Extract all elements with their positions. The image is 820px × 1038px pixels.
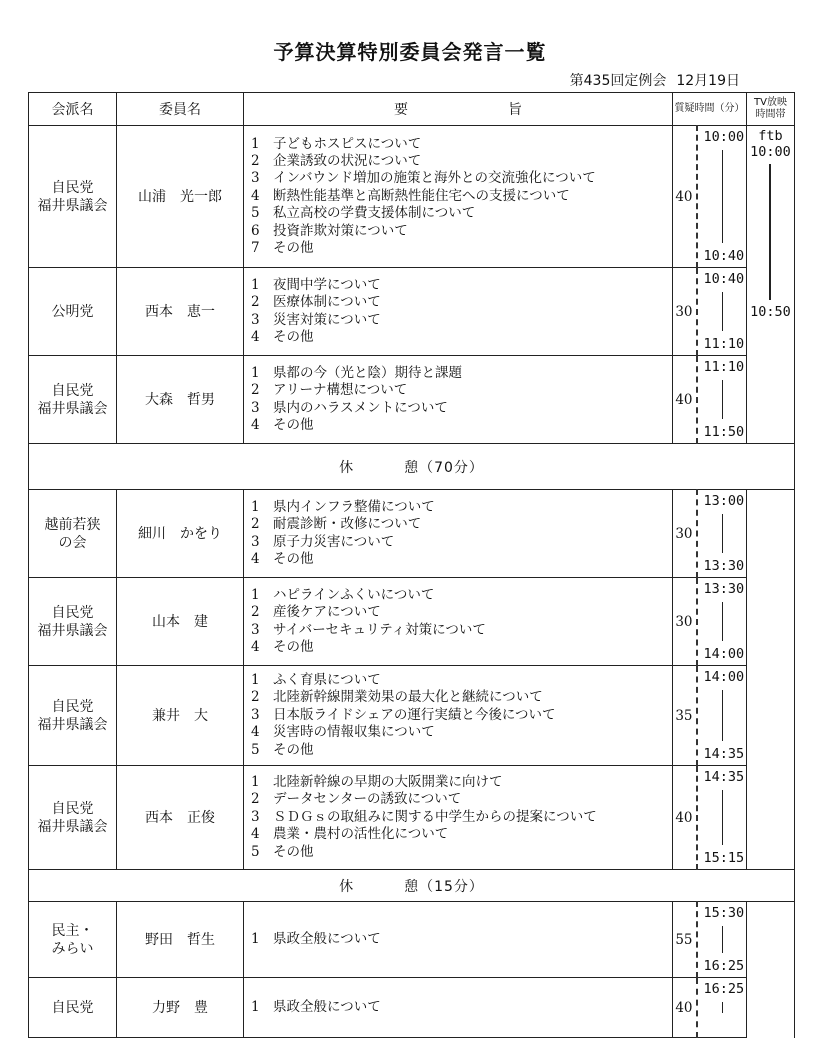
- time-range: [697, 902, 747, 978]
- member-name: 兼井 大: [117, 666, 244, 766]
- topic-text: 医療体制について: [273, 294, 381, 311]
- topic-number: 4: [251, 328, 260, 345]
- faction-cell: [29, 766, 117, 870]
- topic-number: 3: [251, 399, 260, 416]
- topic-item: [251, 931, 668, 948]
- topic-number: 1: [251, 364, 260, 381]
- topic-text: アリーナ構想について: [273, 382, 408, 399]
- recess-row: [29, 444, 795, 490]
- topic-item: [251, 329, 668, 346]
- faction-line: 福井県議会: [37, 197, 108, 214]
- topic-item: [251, 240, 668, 257]
- topic-text: 災害時の情報収集について: [273, 724, 435, 741]
- topic-text: その他: [273, 328, 314, 345]
- topic-number: 2: [251, 382, 260, 399]
- time-range: [697, 268, 747, 356]
- time-range: [697, 578, 747, 666]
- time-range: [697, 356, 747, 444]
- recess-label-1: 休: [339, 878, 355, 895]
- topic-text: 県内インフラ整備について: [273, 498, 435, 515]
- time-range-bar: [722, 514, 724, 553]
- topic-number: 6: [251, 222, 260, 239]
- topic-text: 災害対策について: [273, 311, 381, 328]
- question-minutes: 30: [673, 578, 697, 666]
- faction-line: 自民党: [51, 999, 94, 1016]
- topic-item: [251, 724, 668, 741]
- topics-cell: [244, 356, 673, 444]
- topic-item: [251, 153, 668, 170]
- topic-number: 4: [251, 638, 260, 655]
- recess-label-2: 憩（15分）: [404, 878, 484, 895]
- member-name: 西本 恵一: [117, 268, 244, 356]
- tv-empty-cell: [747, 490, 795, 578]
- speaker-row: [29, 578, 795, 666]
- faction-line: 福井県議会: [37, 622, 108, 639]
- header-member: 委員名: [117, 93, 244, 126]
- speaker-row: [29, 126, 795, 268]
- question-minutes: 40: [673, 978, 697, 1038]
- recess-label: [29, 444, 795, 490]
- topic-text: 子どもホスピスについて: [273, 135, 422, 152]
- topic-number: 3: [251, 621, 260, 638]
- time-range-bar: [722, 380, 724, 419]
- topic-number: 2: [251, 791, 260, 808]
- faction-cell: [29, 902, 117, 978]
- topics-cell: [244, 578, 673, 666]
- topic-text: 県政全般について: [273, 998, 381, 1015]
- topic-item: [251, 774, 668, 791]
- topic-number: 4: [251, 416, 260, 433]
- time-range: [697, 766, 747, 870]
- member-name: 山浦 光一郎: [117, 126, 244, 268]
- topic-item: [251, 826, 668, 843]
- question-minutes: 30: [673, 490, 697, 578]
- topic-item: [251, 499, 668, 516]
- topic-item: [251, 809, 668, 826]
- start-time: 13:00: [703, 493, 745, 509]
- topic-text: サイバーセキュリティ対策について: [273, 621, 486, 638]
- topic-item: [251, 551, 668, 568]
- topic-number: 1: [251, 930, 260, 947]
- topic-item: [251, 622, 668, 639]
- topic-text: データセンターの誘致について: [273, 791, 462, 808]
- topic-item: [251, 205, 668, 222]
- faction-cell: [29, 490, 117, 578]
- header-row: [29, 93, 795, 126]
- tv-empty-cell: [747, 666, 795, 766]
- tv-end-time: 10:50: [750, 304, 791, 320]
- faction-line: 自民党: [51, 382, 94, 399]
- question-minutes: 40: [673, 766, 697, 870]
- topic-text: その他: [273, 843, 314, 860]
- start-time: 14:35: [703, 769, 745, 785]
- topic-text: その他: [273, 240, 314, 257]
- faction-line: みらい: [51, 940, 94, 957]
- question-minutes: 55: [673, 902, 697, 978]
- tv-empty-cell: [747, 578, 795, 666]
- speaker-row: [29, 902, 795, 978]
- member-name: 大森 哲男: [117, 356, 244, 444]
- topic-number: 2: [251, 516, 260, 533]
- topic-item: [251, 294, 668, 311]
- topic-number: 3: [251, 808, 260, 825]
- session-date: 12月19日: [676, 73, 740, 89]
- question-minutes: 35: [673, 666, 697, 766]
- topic-text: その他: [273, 550, 314, 567]
- tv-station: ftb: [758, 128, 783, 144]
- start-time: 16:25: [703, 981, 745, 997]
- question-minutes: 40: [673, 126, 697, 268]
- faction-line: 越前若狭: [44, 516, 101, 533]
- topic-number: 5: [251, 205, 260, 222]
- topics-cell: [244, 766, 673, 870]
- topic-text: 断熱性能基準と高断熱性能住宅への支援について: [273, 187, 570, 204]
- topic-text: 日本版ライドシェアの運行実績と今後について: [273, 706, 556, 723]
- header-faction: 会派名: [29, 93, 117, 126]
- topic-number: 1: [251, 586, 260, 603]
- topic-item: [251, 672, 668, 689]
- topic-number: 4: [251, 187, 260, 204]
- topic-text: 県内のハラスメントについて: [273, 399, 448, 416]
- topic-number: 5: [251, 843, 260, 860]
- speaker-row: [29, 490, 795, 578]
- member-name: 山本 建: [117, 578, 244, 666]
- topic-number: 1: [251, 773, 260, 790]
- topic-item: [251, 136, 668, 153]
- speaker-row: [29, 356, 795, 444]
- topic-item: [251, 604, 668, 621]
- recess-row: [29, 870, 795, 902]
- topic-number: 2: [251, 689, 260, 706]
- topic-number: 2: [251, 294, 260, 311]
- topic-number: 2: [251, 604, 260, 621]
- speaker-schedule-table: [28, 92, 795, 1038]
- recess-label-2: 憩（70分）: [404, 459, 484, 476]
- topics-cell: [244, 490, 673, 578]
- tv-empty-cell: [747, 902, 795, 978]
- topic-item: [251, 639, 668, 656]
- session-info: [570, 70, 740, 90]
- speaker-row: [29, 268, 795, 356]
- start-time: 14:00: [703, 669, 745, 685]
- topic-item: [251, 382, 668, 399]
- end-time: 11:10: [703, 336, 745, 352]
- recess-label: [29, 870, 795, 902]
- session-name: 第435回定例会: [569, 73, 667, 89]
- time-range-bar: [722, 1002, 724, 1013]
- tv-broadcast-cell: [747, 126, 795, 444]
- faction-line: 自民党: [51, 698, 94, 715]
- topic-item: [251, 999, 668, 1016]
- topic-number: 1: [251, 998, 260, 1015]
- member-name: 細川 かをり: [117, 490, 244, 578]
- member-name: 野田 哲生: [117, 902, 244, 978]
- topic-text: 企業誘致の状況について: [273, 152, 422, 169]
- topic-number: 3: [251, 311, 260, 328]
- faction-cell: [29, 666, 117, 766]
- topic-text: 夜間中学について: [273, 276, 381, 293]
- topic-number: 1: [251, 671, 260, 688]
- topic-number: 1: [251, 276, 260, 293]
- tv-start-time: 10:00: [750, 144, 791, 160]
- header-qtime: 質疑時間（分）: [673, 93, 747, 126]
- topics-cell: [244, 268, 673, 356]
- topic-text: 県都の今（光と陰）期待と課題: [273, 364, 462, 381]
- topic-item: [251, 417, 668, 434]
- member-name: 力野 豊: [117, 978, 244, 1038]
- topic-number: 3: [251, 170, 260, 187]
- question-minutes: 30: [673, 268, 697, 356]
- time-range-bar: [722, 690, 724, 741]
- faction-line: 自民党: [51, 800, 94, 817]
- topic-text: 私立高校の学費支援体制について: [273, 205, 476, 222]
- faction-line: 自民党: [51, 179, 94, 196]
- topic-text: 県政全般について: [273, 930, 381, 947]
- topic-item: [251, 707, 668, 724]
- end-time: 14:35: [703, 746, 745, 762]
- topic-item: [251, 791, 668, 808]
- time-range-bar: [722, 292, 724, 331]
- topic-number: 4: [251, 826, 260, 843]
- start-time: 13:30: [703, 581, 745, 597]
- topic-text: ふく育県について: [273, 671, 381, 688]
- topic-text: その他: [273, 416, 314, 433]
- header-gist: 要 旨: [244, 93, 673, 126]
- time-range-bar: [722, 790, 724, 845]
- topic-item: [251, 188, 668, 205]
- page-title: 予算決算特別委員会発言一覧: [273, 40, 547, 64]
- end-time: 14:00: [703, 646, 745, 662]
- topic-item: [251, 587, 668, 604]
- start-time: 10:00: [703, 129, 745, 145]
- faction-line: の会: [58, 534, 87, 551]
- topic-item: [251, 223, 668, 240]
- topic-item: [251, 277, 668, 294]
- speaker-row: [29, 666, 795, 766]
- end-time: 15:15: [703, 850, 745, 866]
- question-minutes: 40: [673, 356, 697, 444]
- topic-number: 5: [251, 741, 260, 758]
- faction-cell: [29, 578, 117, 666]
- topic-item: [251, 400, 668, 417]
- start-time: 11:10: [703, 359, 745, 375]
- topic-number: 4: [251, 724, 260, 741]
- faction-line: 福井県議会: [37, 818, 108, 835]
- faction-line: 公明党: [51, 303, 94, 320]
- topic-number: 3: [251, 706, 260, 723]
- topic-item: [251, 689, 668, 706]
- header-tv: TV放映 時間帯: [747, 93, 795, 126]
- topic-text: 北陸新幹線の早期の大阪開業に向けて: [273, 773, 503, 790]
- tv-empty-cell: [747, 766, 795, 870]
- faction-line: 福井県議会: [37, 400, 108, 417]
- topic-text: ハピラインふくいについて: [273, 586, 435, 603]
- topic-number: 3: [251, 533, 260, 550]
- faction-cell: [29, 126, 117, 268]
- topic-item: [251, 516, 668, 533]
- start-time: 10:40: [703, 271, 745, 287]
- topic-number: 1: [251, 498, 260, 515]
- time-range: [697, 126, 747, 268]
- time-range: [697, 666, 747, 766]
- tv-range-bar: [769, 164, 771, 300]
- topic-number: 7: [251, 240, 260, 257]
- time-range: [697, 978, 747, 1038]
- topic-number: 2: [251, 152, 260, 169]
- topics-cell: [244, 666, 673, 766]
- speaker-row: [29, 978, 795, 1038]
- end-time: 13:30: [703, 558, 745, 574]
- topics-cell: [244, 902, 673, 978]
- faction-line: 自民党: [51, 604, 94, 621]
- topics-cell: [244, 126, 673, 268]
- topic-text: その他: [273, 741, 314, 758]
- time-range-bar: [722, 602, 724, 641]
- topic-text: インバウンド増加の施策と海外との交流強化について: [273, 170, 596, 187]
- topic-text: 投資詐欺対策について: [273, 222, 408, 239]
- topic-text: その他: [273, 638, 314, 655]
- topic-text: 原子力災害について: [273, 533, 395, 550]
- topic-item: [251, 844, 668, 861]
- faction-cell: [29, 356, 117, 444]
- recess-label-1: 休: [339, 459, 355, 476]
- topic-item: [251, 170, 668, 187]
- faction-cell: [29, 268, 117, 356]
- topic-text: 北陸新幹線開業効果の最大化と継続について: [273, 689, 543, 706]
- start-time: 15:30: [703, 905, 745, 921]
- time-range-bar: [722, 150, 724, 243]
- end-time: 11:50: [703, 424, 745, 440]
- tv-empty-cell: [747, 978, 795, 1038]
- topic-text: 産後ケアについて: [273, 604, 381, 621]
- time-range-bar: [722, 926, 724, 953]
- topic-item: [251, 312, 668, 329]
- topics-cell: [244, 978, 673, 1038]
- end-time: 16:25: [703, 958, 745, 974]
- topic-number: 1: [251, 135, 260, 152]
- faction-line: 福井県議会: [37, 716, 108, 733]
- topic-text: 農業・農村の活性化について: [273, 826, 449, 843]
- topic-item: [251, 742, 668, 759]
- topic-item: [251, 534, 668, 551]
- time-range: [697, 490, 747, 578]
- member-name: 西本 正俊: [117, 766, 244, 870]
- topic-text: 耐震診断・改修について: [273, 516, 422, 533]
- topic-text: ＳＤＧｓの取組みに関する中学生からの提案について: [273, 808, 597, 825]
- faction-cell: [29, 978, 117, 1038]
- speaker-row: [29, 766, 795, 870]
- topic-item: [251, 365, 668, 382]
- topic-number: 4: [251, 550, 260, 567]
- faction-line: 民主・: [51, 922, 94, 939]
- end-time: 10:40: [703, 248, 745, 264]
